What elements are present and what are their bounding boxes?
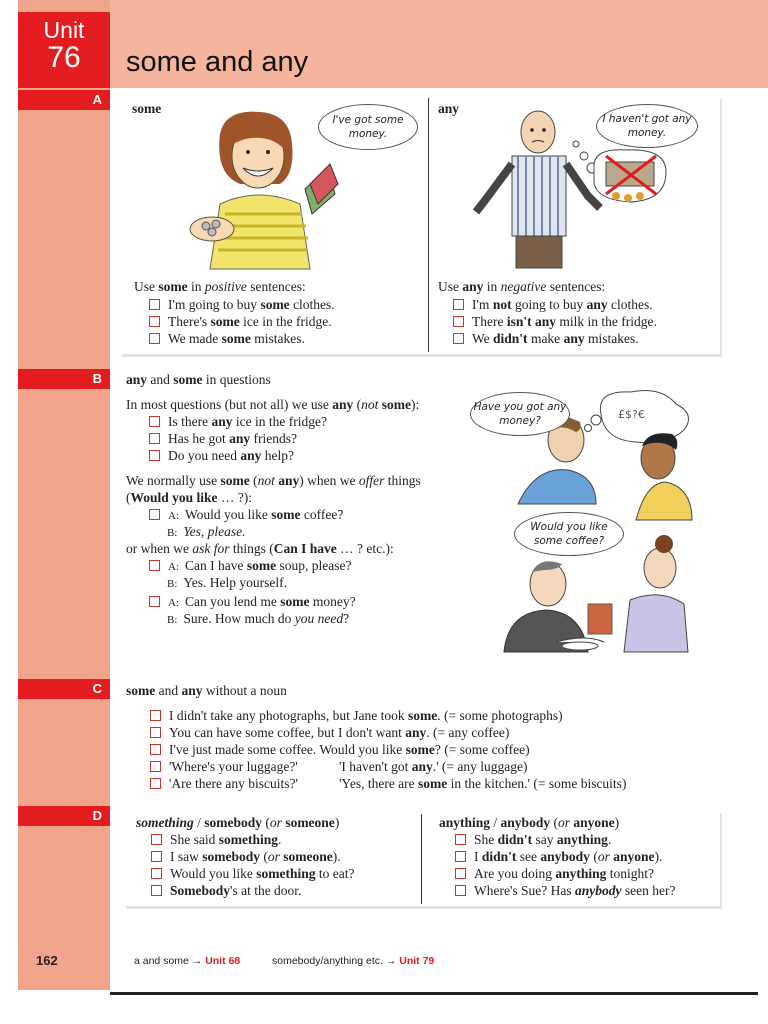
text: going to buy <box>511 297 587 312</box>
text-italic: negative <box>500 279 547 294</box>
speaker-label: A: <box>168 561 179 573</box>
section-c-example-5 <box>150 776 627 792</box>
speaker-label: B: <box>167 614 178 626</box>
section-b-label: B <box>18 369 110 389</box>
section-c-heading <box>126 683 287 699</box>
text: without a noun <box>202 683 287 698</box>
text-bold: somebody <box>204 815 263 830</box>
section-b-heading <box>126 372 271 388</box>
text: ice in the fridge. <box>239 314 332 329</box>
bottom-rule <box>110 992 758 995</box>
text-bold: some <box>280 594 310 609</box>
text: say <box>532 832 557 847</box>
text-italic: not <box>257 473 275 488</box>
bullet-icon <box>149 299 160 310</box>
text-bold: somebody <box>202 849 261 864</box>
text: 'Are there any biscuits?' <box>169 776 298 791</box>
text: Are you doing <box>474 866 556 881</box>
bullet-icon <box>453 299 464 310</box>
speaker-label: B: <box>167 578 178 590</box>
speaker-label: A: <box>168 597 179 609</box>
text: We <box>472 331 494 346</box>
bullet-icon <box>151 851 162 862</box>
text: things ( <box>229 541 274 556</box>
text: help? <box>261 448 294 463</box>
section-b-para-1 <box>126 397 419 413</box>
bullet-icon <box>151 868 162 879</box>
text: I'm going to buy <box>168 297 261 312</box>
text-bold: any <box>126 372 148 387</box>
section-c-example-4 <box>150 759 528 775</box>
text-bold: anything <box>555 866 607 881</box>
text: 'Where's your luggage?' <box>169 759 298 774</box>
text: sentences: <box>246 279 306 294</box>
text: / <box>193 815 205 830</box>
text-bold: some <box>126 683 156 698</box>
speech-bubble-some-money: I've got some money. <box>318 104 418 150</box>
text: Can I have <box>185 558 247 573</box>
section-b-question-1 <box>149 414 327 430</box>
bullet-icon <box>149 433 160 444</box>
section-a-left-heading: some <box>132 101 162 116</box>
bullet-icon <box>150 761 161 772</box>
text: I've just made some coffee. Would you like <box>169 742 406 757</box>
sidebar-band <box>18 0 110 990</box>
section-a-left-example-3 <box>149 331 305 347</box>
bullet-icon <box>149 596 160 607</box>
text: ). <box>332 849 341 864</box>
bullet-icon <box>150 744 161 755</box>
section-d-right-example-1 <box>455 832 611 848</box>
section-d-right-example-4 <box>455 883 676 899</box>
section-b-question-2 <box>149 431 297 447</box>
text: 's at the door. <box>230 883 302 898</box>
text: ): <box>411 397 420 412</box>
bullet-icon <box>149 316 160 327</box>
speech-bubble-coffee: Would you like some coffee? <box>514 512 624 556</box>
text-bold: didn't <box>481 849 517 864</box>
text: Would you like <box>170 866 257 881</box>
section-a-left-example-1 <box>149 297 335 313</box>
text: ( <box>260 849 268 864</box>
bullet-icon <box>455 834 466 845</box>
text: . (= any coffee) <box>426 725 510 740</box>
text-italic: or <box>557 815 570 830</box>
unit-number: 76 <box>47 41 81 74</box>
page-number: 162 <box>36 953 58 968</box>
text: a and some → <box>134 955 203 967</box>
cross-reference-1 <box>134 955 240 967</box>
text: Use <box>134 279 159 294</box>
text-bold: some <box>405 742 435 757</box>
svg-text:£$?€: £$?€ <box>618 408 645 421</box>
text-bold: anything <box>439 815 491 830</box>
section-b-question-3 <box>149 448 294 464</box>
text: 'Yes, there are <box>339 776 419 791</box>
text: in the kitchen.' (= some biscuits) <box>447 776 627 791</box>
section-d-left-example-1 <box>151 832 281 848</box>
text: She <box>474 832 498 847</box>
text-bold: not <box>492 297 512 312</box>
text: 'I haven't got <box>339 759 412 774</box>
section-a-right-heading: any <box>438 101 460 116</box>
text: ( <box>262 815 270 830</box>
text-italic: Yes, please. <box>183 524 246 539</box>
text: ). <box>654 849 663 864</box>
section-d-left-example-4 <box>151 883 301 899</box>
text: . (= some photographs) <box>437 708 563 723</box>
section-b-dialog-2 <box>167 524 246 540</box>
text: . <box>278 832 282 847</box>
bullet-icon <box>149 450 160 461</box>
text-bold: any <box>181 683 203 698</box>
text-italic: ask for <box>192 541 230 556</box>
text: I didn't take any photographs, but Jane took <box>169 708 409 723</box>
text: milk in the fridge. <box>556 314 657 329</box>
text: see <box>516 849 541 864</box>
section-a-right-rule <box>438 279 605 295</box>
text: Where's Sue? Has <box>474 883 576 898</box>
bullet-icon <box>149 560 160 571</box>
woman-with-money-illustration <box>180 104 340 272</box>
bullet-icon <box>455 885 466 896</box>
bullet-icon <box>453 316 464 327</box>
text: make <box>527 331 564 346</box>
text-bold: some <box>246 558 277 573</box>
text: ( <box>353 397 362 412</box>
section-a-left-rule <box>134 279 306 295</box>
text-bold: any <box>211 414 233 429</box>
text: Use <box>438 279 463 294</box>
text: We normally use <box>126 473 221 488</box>
text-bold: some <box>408 708 438 723</box>
unit-box <box>18 12 110 88</box>
text: and <box>155 683 182 698</box>
text-bold: anybody <box>500 815 551 830</box>
text-bold: any <box>462 279 484 294</box>
text: .' (= any luggage) <box>432 759 528 774</box>
text: money? <box>309 594 356 609</box>
bullet-icon <box>149 509 160 520</box>
text-bold: some <box>381 397 412 412</box>
text: and <box>147 372 174 387</box>
text-bold: anything <box>556 832 608 847</box>
text: Sure. How much do <box>183 611 295 626</box>
text-bold: some <box>220 473 250 488</box>
bullet-icon <box>151 885 162 896</box>
section-a-right-example-1 <box>453 297 653 313</box>
text: coffee? <box>300 507 344 522</box>
bullet-icon <box>149 333 160 344</box>
bullet-icon <box>455 851 466 862</box>
text: or when we <box>126 541 193 556</box>
text-bold: didn't <box>497 832 533 847</box>
text-italic: or <box>597 849 610 864</box>
text: Has he got <box>168 431 230 446</box>
text: I'm <box>472 297 493 312</box>
text-bold: didn't <box>493 331 528 346</box>
speech-bubble-no-money: I haven't got any money. <box>596 104 698 148</box>
text: in <box>483 279 501 294</box>
text: ice in the fridge? <box>232 414 327 429</box>
bullet-icon <box>150 710 161 721</box>
text-bold: some <box>271 507 301 522</box>
text: seen her? <box>621 883 676 898</box>
section-c-example-5-reply <box>339 776 626 792</box>
section-a-divider <box>428 98 429 352</box>
unit-79-link[interactable]: Unit 79 <box>399 955 435 967</box>
text-bold: someone <box>283 849 333 864</box>
text: I saw <box>170 849 203 864</box>
text: soup, please? <box>276 558 352 573</box>
text: There <box>472 314 507 329</box>
section-c-example-2 <box>150 725 509 741</box>
text-bold: Can I have <box>273 541 337 556</box>
text-bold: any <box>405 725 427 740</box>
section-c-example-1 <box>150 708 563 724</box>
text: mistakes. <box>250 331 305 346</box>
text-bold: any <box>332 397 354 412</box>
section-d-left-example-3 <box>151 866 355 882</box>
section-b-dialog-3 <box>149 558 351 574</box>
section-c-example-3 <box>150 742 530 758</box>
text-italic: or <box>267 849 280 864</box>
text-italic: positive <box>204 279 247 294</box>
text: clothes. <box>607 297 653 312</box>
bullet-icon <box>453 333 464 344</box>
section-d-left-example-2 <box>151 849 341 865</box>
text: In most questions (but not all) we use <box>126 397 333 412</box>
text-bold: some <box>260 297 290 312</box>
text: You can have some coffee, but I don't want <box>169 725 406 740</box>
text-italic: you need <box>294 611 344 626</box>
text: mistakes. <box>584 331 639 346</box>
text: Yes. Help yourself. <box>183 575 288 590</box>
text: ( <box>589 849 598 864</box>
text: Do you need <box>168 448 241 463</box>
text-bold: any <box>278 473 300 488</box>
text-bold: any <box>240 448 262 463</box>
section-b-para-3 <box>126 541 394 557</box>
section-c-example-4-reply <box>339 759 528 775</box>
text-bold: someone <box>285 815 335 830</box>
text: ( <box>249 473 258 488</box>
text-bold: some <box>418 776 448 791</box>
section-b-dialog-5 <box>149 594 356 610</box>
text-bold: any <box>229 431 251 446</box>
text-italic: or <box>269 815 282 830</box>
text: in questions <box>202 372 271 387</box>
bullet-icon <box>150 778 161 789</box>
section-a-label: A <box>18 90 110 110</box>
text: … ? etc.): <box>336 541 394 556</box>
text-bold: anyone <box>613 849 655 864</box>
text: clothes. <box>289 297 335 312</box>
text-bold: something <box>136 815 194 830</box>
speaker-label: B: <box>167 527 178 539</box>
section-a-right-example-2 <box>453 314 657 330</box>
text-bold: anybody <box>575 883 622 898</box>
section-d-label: D <box>18 806 110 826</box>
text-bold: anyone <box>573 815 615 830</box>
text: ? <box>343 611 350 626</box>
text: ) when we <box>299 473 359 488</box>
unit-68-link[interactable]: Unit 68 <box>205 955 241 967</box>
text: friends? <box>250 431 297 446</box>
text: sentences: <box>546 279 606 294</box>
text: There's <box>168 314 211 329</box>
text-italic: not <box>361 397 379 412</box>
text-bold: any <box>563 331 585 346</box>
text: She said <box>170 832 219 847</box>
section-b-dialog-6 <box>167 611 349 627</box>
bullet-icon <box>150 727 161 738</box>
text: . <box>607 832 612 847</box>
text-bold: something <box>218 832 279 847</box>
text: / <box>490 815 501 830</box>
section-b-dialog-1 <box>149 507 343 523</box>
section-a-right-example-3 <box>453 331 639 347</box>
text-bold: some <box>210 314 240 329</box>
section-a-left-example-2 <box>149 314 332 330</box>
text-bold: some <box>173 372 203 387</box>
section-d-right-example-2 <box>455 849 662 865</box>
section-b-para-2-line-2 <box>126 490 252 506</box>
section-d-divider <box>421 814 422 904</box>
text: Would you like <box>185 507 272 522</box>
text: We made <box>168 331 222 346</box>
text: Can you lend me <box>185 594 281 609</box>
section-b-para-2 <box>126 473 421 489</box>
text-bold: anybody <box>540 849 590 864</box>
text-bold: isn't any <box>506 314 557 329</box>
text: to eat? <box>315 866 355 881</box>
text: I <box>474 849 482 864</box>
text: somebody/anything etc. → <box>272 955 397 967</box>
text-bold: something <box>256 866 316 881</box>
text: ) <box>334 815 340 830</box>
text: ) <box>614 815 620 830</box>
page-title: some and any <box>126 46 309 78</box>
unit-label: Unit <box>43 17 85 43</box>
bullet-icon <box>455 868 466 879</box>
text: ? (= some coffee) <box>434 742 530 757</box>
text-bold: some <box>221 331 251 346</box>
text-bold: any <box>411 759 433 774</box>
text-bold: Would you like <box>130 490 218 505</box>
text: in <box>187 279 205 294</box>
text-bold: any <box>586 297 608 312</box>
speech-bubble-have-money: Have you got any money? <box>470 392 570 436</box>
section-b-dialog-4 <box>167 575 287 591</box>
text: tonight? <box>606 866 655 881</box>
cross-reference-2 <box>272 955 434 967</box>
bullet-icon <box>149 416 160 427</box>
text-bold: Somebody <box>170 883 231 898</box>
text: … ?): <box>217 490 253 505</box>
text-bold: some <box>158 279 188 294</box>
section-c-label: C <box>18 679 110 699</box>
speaker-label: A: <box>168 510 179 522</box>
section-d-left-heading <box>136 815 339 831</box>
text: ( <box>550 815 558 830</box>
text: things <box>384 473 421 488</box>
bullet-icon <box>151 834 162 845</box>
text: Is there <box>168 414 212 429</box>
section-d-right-example-3 <box>455 866 654 882</box>
section-d-right-heading <box>439 815 619 831</box>
text-italic: offer <box>358 473 385 488</box>
text: ( <box>126 490 131 505</box>
